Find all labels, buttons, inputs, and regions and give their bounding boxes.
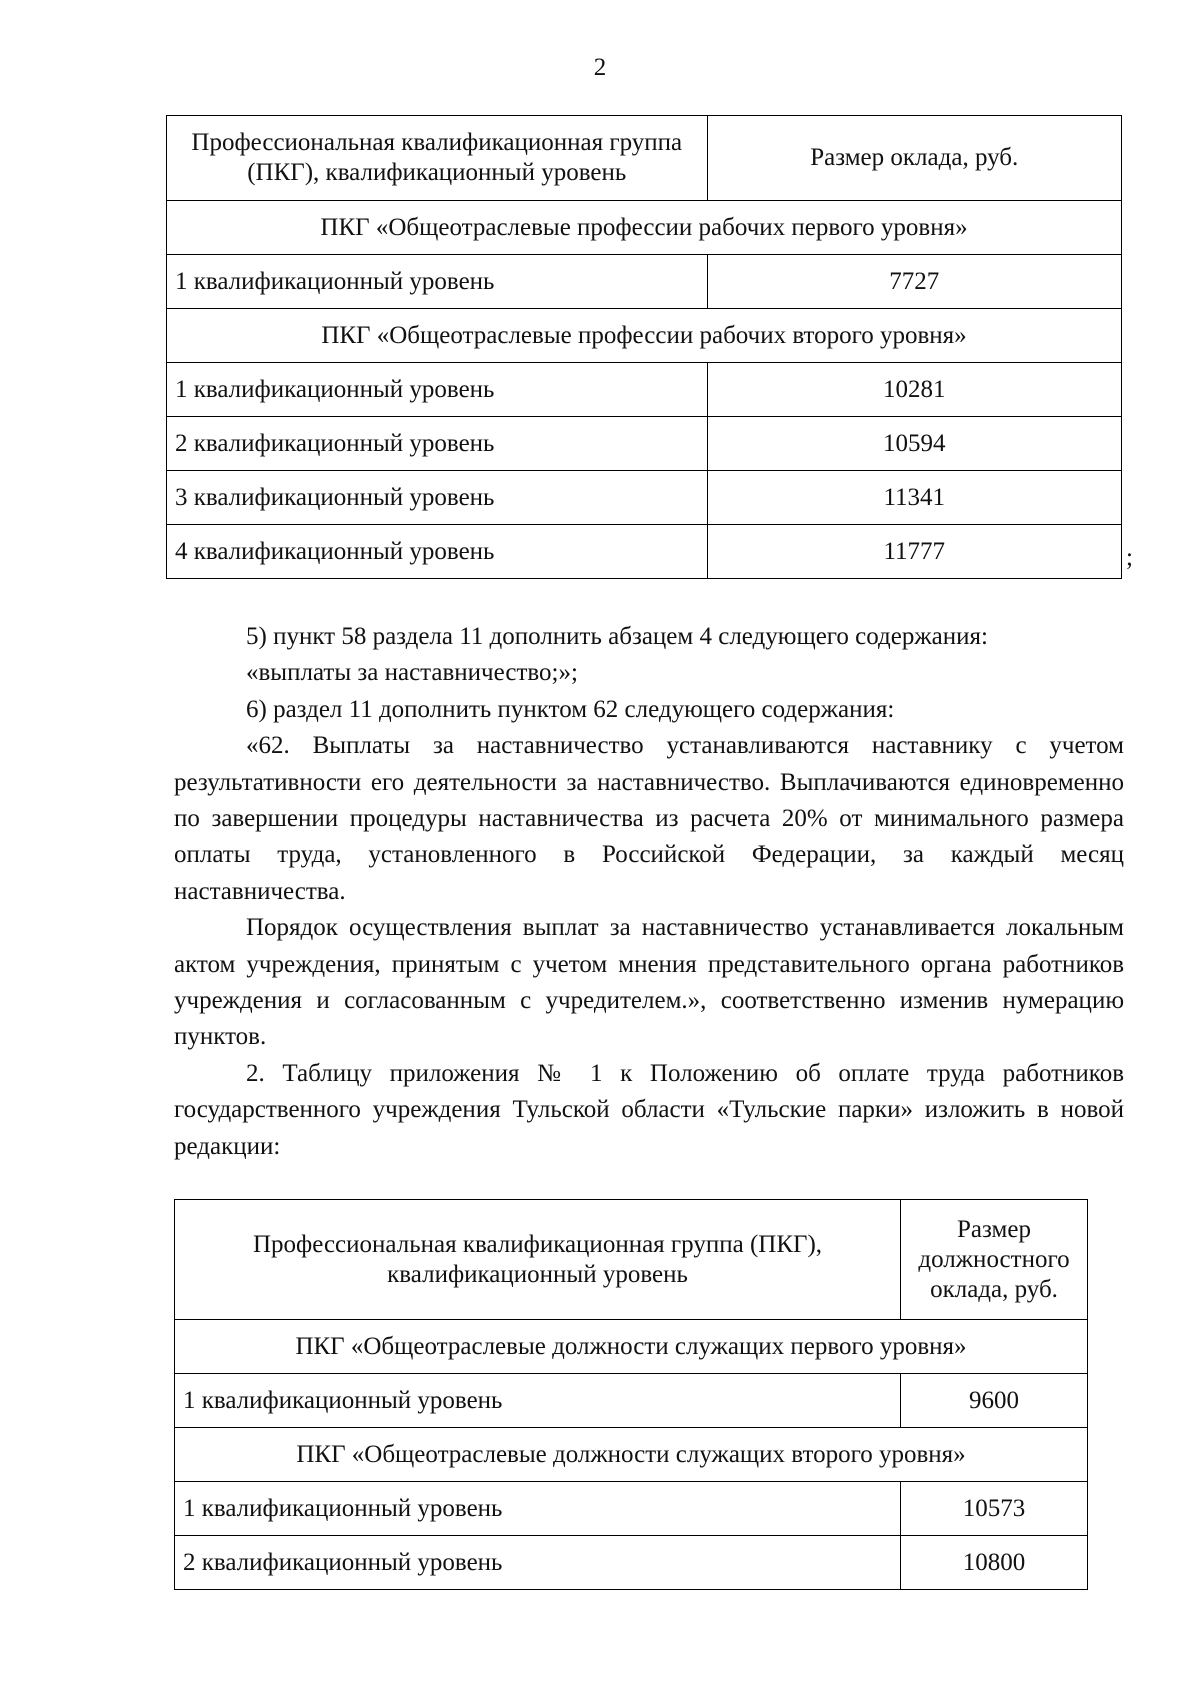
salary-cell: 7727	[707, 255, 1122, 309]
level-cell: 4 квалификационный уровень	[167, 525, 708, 579]
table-row	[167, 525, 1122, 579]
level-cell: 1 квалификационный уровень	[167, 255, 708, 309]
table-header-row	[175, 1200, 1088, 1320]
header-salary: Размер оклада, руб.	[707, 116, 1122, 201]
table-trailing-semicolon: ;	[1126, 544, 1133, 571]
table-row	[167, 255, 1122, 309]
level-cell: 1 квалификационный уровень	[167, 363, 708, 417]
salary-cell: 11777	[707, 525, 1122, 579]
level-cell: 2 квалификационный уровень	[175, 1536, 901, 1590]
table-row	[175, 1482, 1088, 1536]
salary-table-employees	[174, 1199, 1088, 1590]
table-row	[167, 363, 1122, 417]
paragraph: 2. Таблицу приложения № 1 к Положению об оплате труда работников государственного учреждения Тульской области «Тульские парки» изложить в новой редакции:	[174, 1059, 1124, 1160]
level-cell: 1 квалификационный уровень	[175, 1374, 901, 1428]
group-row	[175, 1320, 1088, 1374]
group-row	[167, 309, 1122, 363]
salary-cell: 10594	[707, 417, 1122, 471]
level-cell: 2 квалификационный уровень	[167, 417, 708, 471]
salary-cell: 9600	[901, 1374, 1088, 1428]
salary-cell: 10281	[707, 363, 1122, 417]
page-number: 2	[593, 54, 607, 81]
paragraph: «выплаты за наставничество;»;	[246, 659, 578, 687]
header-group-level: Профессиональная квалификационная группа (ПКГ), квалификационный уровень	[175, 1200, 901, 1320]
header-group-level: Профессиональная квалификационная группа (ПКГ), квалификационный уровень	[167, 116, 708, 201]
group-row	[167, 201, 1122, 255]
salary-table-workers	[166, 115, 1122, 579]
paragraph: 5) пункт 58 раздела 11 дополнить абзацем 4 следующего содержания:	[246, 623, 988, 650]
table-row	[175, 1374, 1088, 1428]
group-row	[175, 1428, 1088, 1482]
group-title: ПКГ «Общеотраслевые должности служащих второго уровня»	[175, 1428, 1088, 1482]
paragraph: Порядок осуществления выплат за наставничество устанавливается локальным актом учреждения, принятым с учетом мнения представительного органа работников учреждения и согласованным с учредителем.», соответственно изменив нумерацию пунктов.	[174, 914, 1124, 1051]
level-cell: 3 квалификационный уровень	[167, 471, 708, 525]
salary-cell: 10573	[901, 1482, 1088, 1536]
salary-cell: 10800	[901, 1536, 1088, 1590]
body-text	[174, 619, 1124, 1165]
table-row	[167, 417, 1122, 471]
paragraph: 6) раздел 11 дополнить пунктом 62 следующего содержания:	[246, 695, 895, 723]
table-row	[167, 471, 1122, 525]
paragraph: «62. Выплаты за наставничество устанавливаются наставнику с учетом результативности его деятельности за наставничество. Выплачиваются единовременно по завершении процедуры наставничества из расчета 20% от минимального размера оплаты труда, установленного в Российской Федерации, за каждый месяц наставничества.	[174, 732, 1124, 905]
level-cell: 1 квалификационный уровень	[175, 1482, 901, 1536]
group-title: ПКГ «Общеотраслевые профессии рабочих первого уровня»	[167, 201, 1122, 255]
header-salary: Размер должностного оклада, руб.	[901, 1200, 1088, 1320]
table-row	[175, 1536, 1088, 1590]
group-title: ПКГ «Общеотраслевые профессии рабочих второго уровня»	[167, 309, 1122, 363]
group-title: ПКГ «Общеотраслевые должности служащих первого уровня»	[175, 1320, 1088, 1374]
table-header-row	[167, 116, 1122, 201]
salary-cell: 11341	[707, 471, 1122, 525]
